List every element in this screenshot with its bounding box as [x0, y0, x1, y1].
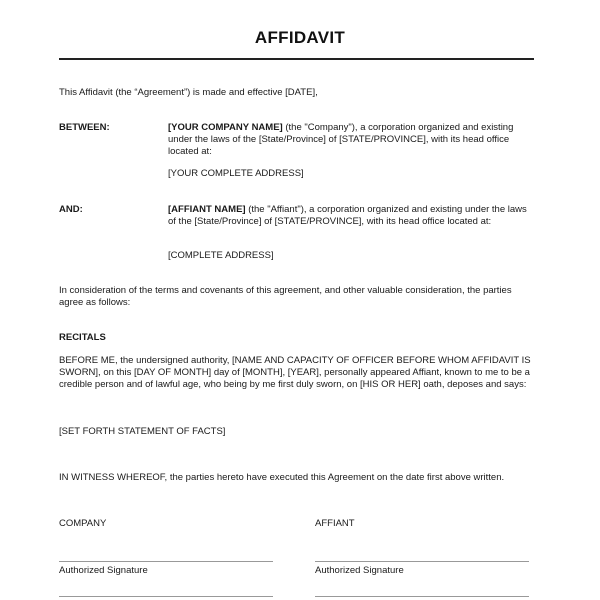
recitals-heading: RECITALS — [59, 332, 106, 343]
affiant-address: [COMPLETE ADDRESS] — [168, 250, 274, 261]
affiant-description: (the "Affiant"), a corporation organized and existing under the laws of the [State/Province] of [STATE/PROVINCE], with its head office located at: — [168, 204, 527, 227]
company-party-paragraph — [168, 122, 534, 158]
company-signature-label: COMPANY — [59, 518, 107, 529]
consideration-paragraph: In consideration of the terms and covenants of this agreement, and other valuable consideration, the parties agree as follows: — [59, 285, 512, 308]
statement-of-facts: [SET FORTH STATEMENT OF FACTS] — [59, 426, 226, 437]
document-title: AFFIDAVIT — [254, 28, 346, 47]
affiant-signature-caption: Authorized Signature — [315, 565, 404, 576]
affiant-party-paragraph — [168, 204, 534, 228]
affiant-second-signature-line[interactable] — [315, 596, 529, 597]
recitals-paragraph: BEFORE ME, the undersigned authority, [NAME AND CAPACITY OF OFFICER BEFORE WHOM AFFIDAVIT IS SWORN], on this [DAY OF MONTH] day of [MONTH], [YEAR], personally appeared Affiant, known to me to be a credible person and of lawful age, who being by me first duly sworn, on [HIS OR HER] oath, deposes and says: — [59, 355, 531, 390]
company-alias: (the "Company"), — [282, 122, 361, 133]
affiant-signature-line[interactable] — [315, 561, 529, 562]
affiant-signature-label: AFFIANT — [315, 518, 355, 529]
company-description: a corporation organized and existing under the laws of the [State/Province] of [STATE/PROVINCE], with its head office located at: — [168, 122, 514, 157]
company-second-signature-line[interactable] — [59, 596, 273, 597]
company-signature-caption: Authorized Signature — [59, 565, 148, 576]
witness-paragraph: IN WITNESS WHEREOF, the parties hereto have executed this Agreement on the date first above written. — [59, 472, 505, 483]
intro-paragraph: This Affidavit (the “Agreement”) is made and effective [DATE], — [59, 87, 318, 98]
affiant-name: [AFFIANT NAME] — [168, 204, 246, 215]
title-divider — [59, 58, 534, 60]
and-label: AND: — [59, 204, 83, 215]
company-name: [YOUR COMPANY NAME] — [168, 122, 283, 133]
company-signature-line[interactable] — [59, 561, 273, 562]
between-label: BETWEEN: — [59, 122, 110, 133]
company-address: [YOUR COMPLETE ADDRESS] — [168, 168, 304, 179]
